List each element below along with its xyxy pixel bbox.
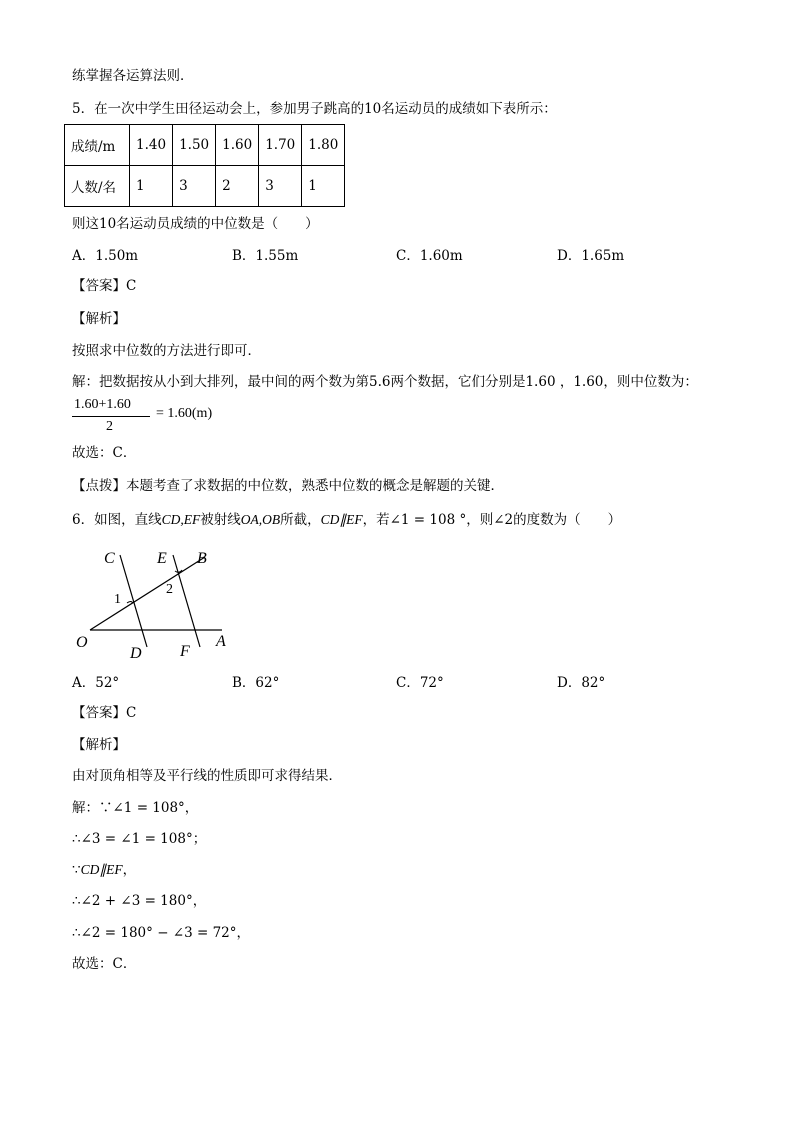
q6-analysis-text: 由对顶角相等及平行线的性质即可求得结果． [72,768,342,784]
q6-step-text: ∵ [72,862,81,878]
table-cell: 1.40 [130,125,173,166]
label-a: A [216,633,226,650]
q6-option-a: A．52° [72,675,120,691]
q6-step-2: ∴∠3 = ∠1 = 108°； [72,831,207,847]
q5-option-d: D．1.65m [557,248,625,264]
median-formula [72,397,272,439]
q6-text: 6．如图，直线 [72,512,162,528]
q5-option-b: B．1.55m [232,248,299,264]
table-cell: 1 [302,166,345,207]
q6-text: ，若∠1 = 108 °，则∠2的度数为（ ） [362,512,622,528]
question-5-stem: 5．在一次中学生田径运动会上，参加男子跳高的10名运动员的成绩如下表所示： [72,101,557,117]
table-cell: 人数/名 [65,166,130,207]
q6-option-d: D．82° [557,675,606,691]
q6-step-text: ， [122,862,137,878]
label-c: C [104,550,115,567]
formula-result: = 1.60(m) [156,406,213,421]
line-cd [120,555,147,647]
q6-step-1: 解：∵∠1 = 108°， [72,800,199,816]
q5-answer: 【答案】C [72,278,137,294]
q6-lines-cd-ef: CD,EF [161,512,201,527]
q6-answer: 【答案】C [72,705,137,721]
geometry-figure [70,545,240,665]
ray-ob [90,557,205,630]
q6-step-4: ∴∠2 + ∠3 = 180°， [72,893,207,909]
q6-step-parallel: CD∥EF [80,862,123,877]
q5-analysis-text: 按照求中位数的方法进行即可． [72,343,261,359]
table-cell: 1.50 [173,125,216,166]
label-d: D [130,645,142,662]
scores-table [64,124,345,207]
question-6-stem [72,511,621,529]
fraction-bar [72,416,150,417]
table-cell: 3 [173,166,216,207]
q5-comment: 【点拨】本题考查了求数据的中位数，熟悉中位数的概念是解题的关键． [72,478,504,494]
table-cell: 成绩/m [65,125,130,166]
table-cell: 1.60 [216,125,259,166]
label-angle-2: 2 [166,582,173,597]
formula-denominator: 2 [106,419,113,434]
label-o: O [76,634,88,651]
formula-numerator: 1.60+1.60 [74,397,131,412]
label-angle-1: 1 [114,592,121,607]
q5-option-a: A．1.50m [72,248,139,264]
question-5-ask: 则这10名运动员成绩的中位数是（ ） [72,216,319,232]
q6-parallel: CD∥EF [320,512,363,527]
table-cell: 1 [130,166,173,207]
q5-solution-text: 解：把数据按从小到大排列，最中间的两个数为第5.6两个数据，它们分别是1.60 ，1.60，则中位数为： [72,374,698,390]
q6-step-3 [72,861,136,879]
q6-rays-oa-ob: OA,OB [240,512,281,527]
q6-analysis-heading: 【解析】 [72,737,126,753]
table-row [65,166,345,207]
q6-option-c: C．72° [396,675,444,691]
q6-step-5: ∴∠2 = 180° − ∠3 = 72°， [72,925,251,941]
table-cell: 1.70 [259,125,302,166]
label-f: F [180,643,190,660]
q6-text: 所截， [280,512,321,528]
table-cell: 2 [216,166,259,207]
q6-option-b: B．62° [232,675,280,691]
q5-option-c: C．1.60m [396,248,463,264]
label-e: E [157,550,167,567]
label-b: B [197,550,207,567]
q6-choose: 故选：C． [72,956,137,972]
q5-choose: 故选：C． [72,445,137,461]
table-row [65,125,345,166]
q6-text: 被射线 [200,512,241,528]
table-cell: 3 [259,166,302,207]
q5-analysis-heading: 【解析】 [72,311,126,327]
table-cell: 1.80 [302,125,345,166]
text-line: 练掌握各运算法则． [72,68,194,84]
